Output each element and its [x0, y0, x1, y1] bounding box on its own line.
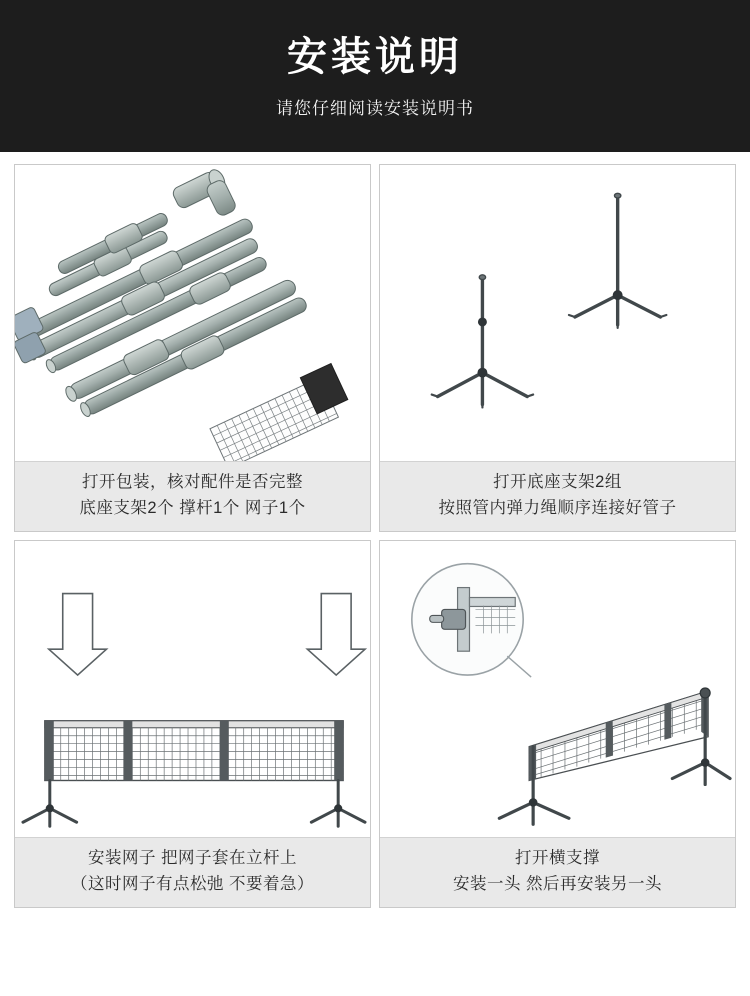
step-1-caption-line-2: 底座支架2个 撑杆1个 网子1个 — [79, 498, 306, 517]
page-subtitle: 请您仔细阅读安装说明书 — [276, 98, 474, 118]
step-1-caption-line-1: 打开包装，核对配件是否完整 — [82, 473, 303, 491]
step-card-2 — [379, 164, 736, 532]
step-3-caption-line-1: 安装网子 把网子套在立杆上 — [87, 849, 298, 868]
cross-brace-assembly-illustration — [380, 541, 735, 837]
page-title: 安装说明 — [287, 34, 463, 79]
step-3-caption-line-2: （这时网子有点松弛 不要着急） — [70, 874, 315, 893]
step-2-caption — [380, 461, 735, 531]
down-arrow-right — [307, 594, 365, 676]
step-1-illustration-area — [15, 165, 370, 461]
step-card-4 — [379, 540, 736, 908]
parts-bundle-illustration — [15, 165, 370, 461]
steps-grid — [14, 164, 736, 908]
step-1-caption — [15, 461, 370, 531]
step-2-caption-line-1: 打开底座支架2组 — [493, 473, 622, 491]
step-4-caption-line-1: 打开横支撑 — [515, 849, 600, 868]
net-sleeve-onto-poles-illustration — [15, 541, 370, 837]
page-header — [0, 0, 750, 152]
step-2-illustration-area — [380, 165, 735, 461]
down-arrow-left — [49, 594, 107, 676]
net-panel — [45, 721, 343, 781]
step-card-3 — [14, 540, 371, 908]
step-3-illustration-area — [15, 541, 370, 837]
rolled-net — [207, 364, 353, 461]
bottom-whitespace — [0, 930, 750, 996]
step-4-caption-line-2: 安装一头 然后再安装另一头 — [452, 874, 663, 893]
step-2-caption-line-2: 按照管内弹力绳顺序连接好管子 — [438, 498, 677, 517]
step-3-caption — [15, 837, 370, 907]
step-card-1 — [14, 164, 371, 532]
step-4-illustration-area — [380, 541, 735, 837]
base-stands-illustration — [380, 165, 735, 461]
net-perspective — [529, 691, 708, 780]
detail-zoom-circle — [412, 564, 531, 677]
step-4-caption — [380, 837, 735, 907]
